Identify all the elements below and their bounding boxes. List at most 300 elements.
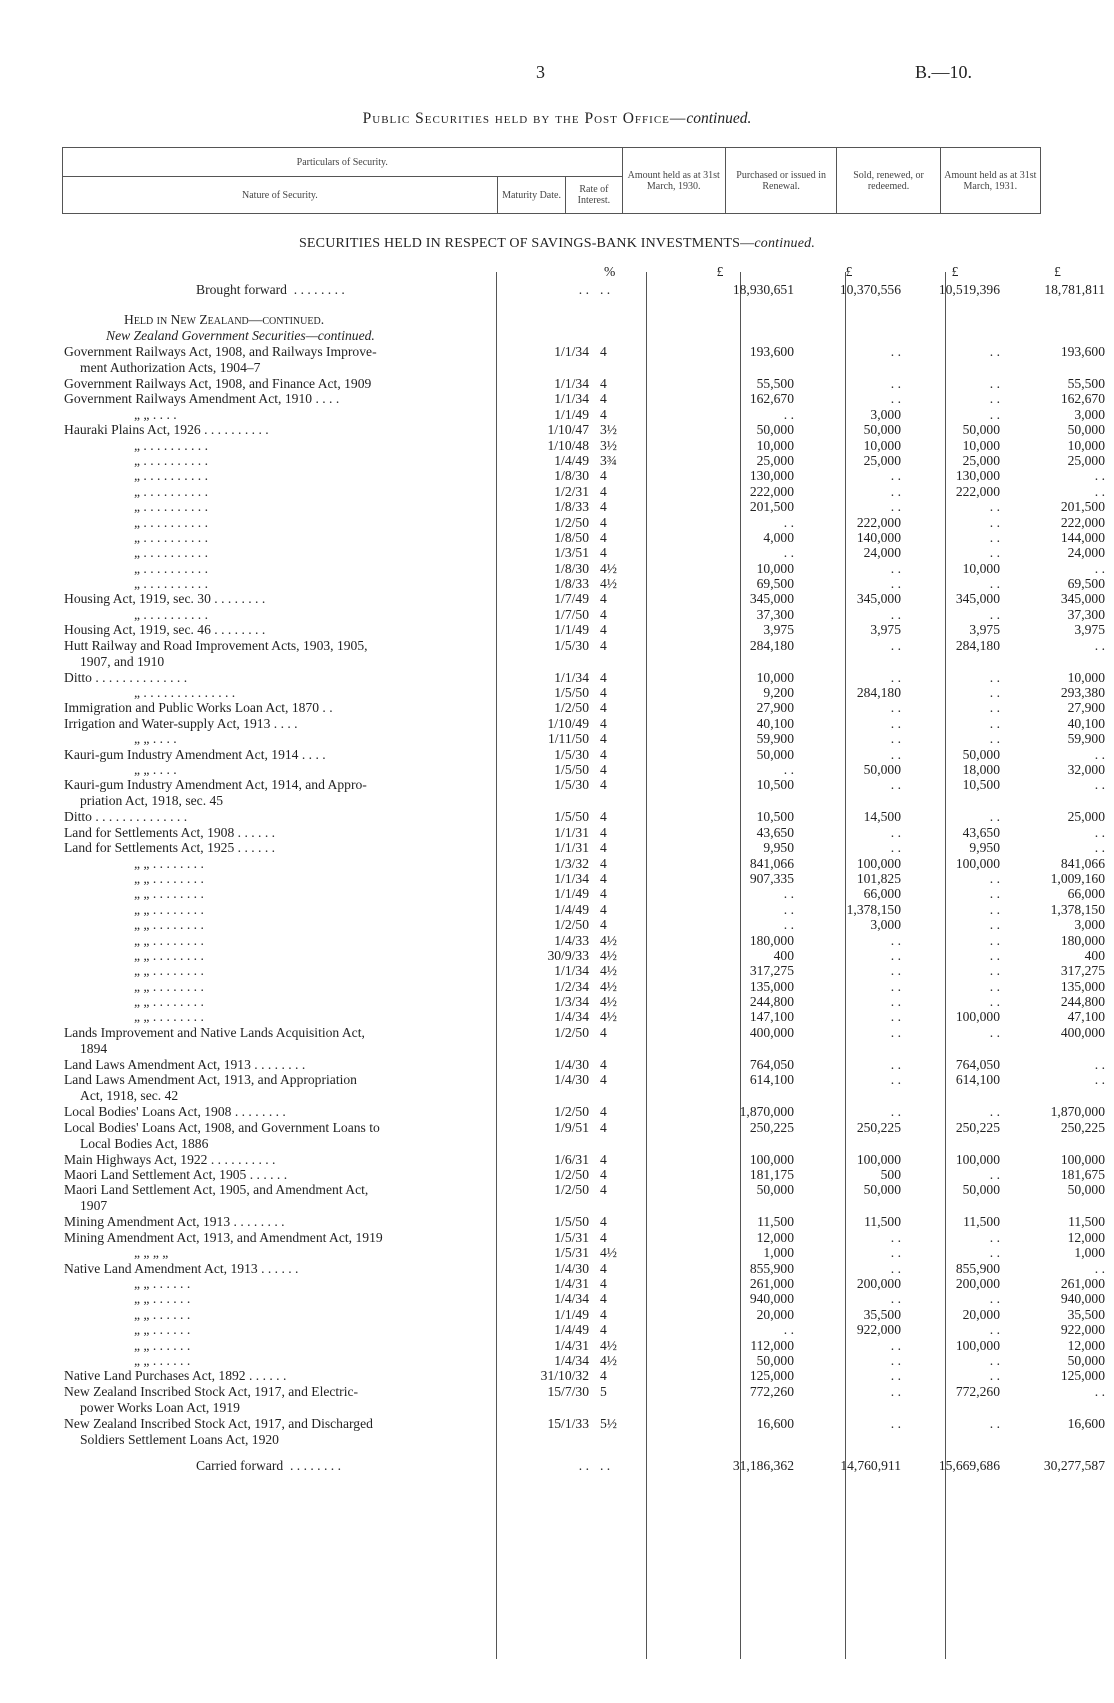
- interest-rate: 3¾: [600, 452, 617, 468]
- interest-rate: 4: [600, 1167, 607, 1183]
- maturity-date: 1/4/30: [554, 1072, 589, 1088]
- amount-held-1931: 1,009,160: [1050, 870, 1105, 886]
- interest-rate: 4: [600, 545, 607, 561]
- table-row: [64, 376, 1105, 391]
- maturity-date: 1/5/31: [554, 1245, 589, 1261]
- amount-held-1931: 345,000: [1060, 591, 1105, 607]
- table-row: [64, 1214, 1105, 1230]
- amount-purchased: . .: [890, 978, 901, 994]
- header-maturity: Maturity Date.: [497, 177, 566, 214]
- interest-rate: 4: [600, 1306, 607, 1322]
- amount-held-1930: 193,600: [749, 344, 794, 359]
- amount-held-1931: 25,000: [1067, 452, 1105, 468]
- security-nature: „ „ . . . . . .: [134, 1275, 191, 1291]
- amount-purchased: 50,000: [863, 422, 901, 438]
- maturity-date: 1/2/34: [554, 978, 589, 994]
- amount-sold: 200,000: [955, 1275, 1000, 1291]
- document-reference: B.—10.: [915, 62, 973, 82]
- amount-held-1930: 400: [773, 947, 794, 963]
- security-nature-continued: 1907: [80, 1198, 108, 1214]
- amount-purchased: . .: [890, 1056, 901, 1072]
- table-row: [64, 669, 1105, 685]
- table-row: [64, 1104, 1105, 1120]
- brought-forward-label: Brought forward: [196, 282, 287, 297]
- amount-held-1930: . .: [783, 901, 794, 917]
- carried-forward-label: Carried forward: [196, 1457, 284, 1473]
- maturity-date: 1/9/51: [554, 1119, 589, 1135]
- interest-rate: 4: [600, 700, 607, 716]
- interest-rate: 5½: [600, 1415, 617, 1431]
- amount-purchased: . .: [890, 1415, 901, 1431]
- amount-held-1930: 400,000: [749, 1024, 794, 1040]
- maturity-date: 1/4/30: [554, 1260, 589, 1276]
- amount-sold: 855,900: [955, 1260, 1000, 1276]
- interest-rate: 4: [600, 529, 607, 545]
- amount-sold: . .: [989, 731, 1000, 747]
- security-nature: „ „ „ „: [134, 1245, 169, 1261]
- amount-held-1930: 1,000: [763, 1245, 794, 1261]
- security-nature-continued: priation Act, 1918, sec. 45: [80, 793, 224, 809]
- maturity-date: 1/1/31: [554, 840, 589, 856]
- interest-rate: 3½: [600, 437, 617, 453]
- security-nature: „ . . . . . . . . . .: [134, 545, 209, 561]
- interest-rate: 4½: [600, 978, 617, 994]
- table-row: [64, 1352, 1105, 1368]
- amount-sold: 100,000: [955, 1337, 1000, 1353]
- amount-purchased: . .: [890, 824, 901, 840]
- amount-sold: 222,000: [955, 483, 1000, 499]
- table-row: [64, 1260, 1105, 1276]
- amount-held-1930: 317,275: [749, 963, 794, 979]
- interest-rate: 4: [600, 1024, 607, 1040]
- amount-purchased: . .: [890, 468, 901, 484]
- amount-held-1931: 293,380: [1060, 685, 1105, 701]
- interest-rate: 4: [600, 1182, 607, 1198]
- amount-purchased: 10,000: [863, 437, 901, 453]
- maturity-date: 30/9/33: [547, 947, 589, 963]
- amount-held-1931: 55,500: [1067, 376, 1105, 391]
- table-row: [64, 1245, 1105, 1261]
- amount-sold: 100,000: [955, 855, 1000, 871]
- table-row: [64, 685, 1105, 701]
- maturity-date: 1/2/50: [554, 1024, 589, 1040]
- security-nature: Hauraki Plains Act, 1926 . . . . . . . . . .: [64, 422, 269, 438]
- security-nature: „ . . . . . . . . . .: [134, 576, 209, 592]
- table-row: [64, 731, 1105, 747]
- amount-sold: . .: [989, 1322, 1000, 1338]
- amount-purchased: 35,500: [863, 1306, 901, 1322]
- amount-held-1931: 317,275: [1060, 963, 1105, 979]
- table-row: [64, 1229, 1105, 1245]
- amount-purchased: . .: [890, 994, 901, 1010]
- amount-held-1931: . .: [1094, 777, 1105, 793]
- security-nature: „ . . . . . . . . . .: [134, 529, 209, 545]
- maturity-date: 1/2/50: [554, 514, 589, 530]
- interest-rate: 4: [600, 406, 607, 422]
- amount-held-1930: 345,000: [749, 591, 794, 607]
- interest-rate: 4: [600, 1151, 607, 1167]
- amount-held-1931: 100,000: [1060, 1151, 1105, 1167]
- amount-purchased: 11,500: [864, 1214, 901, 1230]
- amount-sold: . .: [989, 901, 1000, 917]
- maturity-date: 1/2/31: [554, 483, 589, 499]
- interest-rate: 4: [600, 1368, 607, 1384]
- amount-sold: . .: [989, 715, 1000, 731]
- amount-purchased: 14,500: [863, 809, 901, 825]
- security-nature: Land Laws Amendment Act, 1913 . . . . . . . .: [64, 1056, 306, 1072]
- amount-held-1930: 55,500: [756, 376, 794, 391]
- amount-held-1930: 3,975: [763, 622, 794, 638]
- table-row: [64, 932, 1105, 948]
- maturity-date: 15/1/33: [547, 1415, 589, 1431]
- amount-held-1931: 222,000: [1060, 514, 1105, 530]
- amount-held-1930: 1,870,000: [739, 1104, 794, 1120]
- amount-held-1931: 3,000: [1074, 406, 1105, 422]
- amount-sold: . .: [989, 1229, 1000, 1245]
- securities-table: [64, 264, 1105, 1482]
- security-nature: „ „ . . . . . . . .: [134, 994, 204, 1010]
- amount-held-1931: 181,675: [1060, 1167, 1105, 1183]
- amount-held-1931: 400: [1084, 947, 1105, 963]
- page-number: 3: [536, 62, 545, 82]
- amount-sold: . .: [989, 947, 1000, 963]
- security-nature-continued: Act, 1918, sec. 42: [80, 1088, 179, 1104]
- maturity-date: 1/1/34: [554, 391, 589, 407]
- amount-held-1930: 10,000: [756, 437, 794, 453]
- amount-sold: . .: [989, 994, 1000, 1010]
- security-nature: Ditto . . . . . . . . . . . . . .: [64, 669, 188, 685]
- section-heading-cont: continued.: [754, 236, 816, 251]
- carried-forward-sold: 15,669,686: [938, 1457, 1000, 1473]
- unit-sold: £: [951, 264, 959, 279]
- security-nature: „ „ . . . . . .: [134, 1337, 191, 1353]
- table-row: [64, 978, 1105, 994]
- column-header-table: [62, 147, 1041, 214]
- amount-sold: 100,000: [955, 1151, 1000, 1167]
- table-row: [64, 1009, 1105, 1025]
- unit-held-1931: £: [1054, 264, 1061, 279]
- maturity-date: 1/3/51: [554, 545, 589, 561]
- amount-sold: . .: [989, 870, 1000, 886]
- amount-held-1930: 125,000: [749, 1368, 794, 1384]
- amount-sold: 9,950: [969, 840, 1000, 856]
- amount-sold: 614,100: [955, 1072, 1000, 1088]
- maturity-date: 1/1/31: [554, 824, 589, 840]
- maturity-date: 31/10/32: [540, 1368, 589, 1384]
- amount-held-1930: 20,000: [756, 1306, 794, 1322]
- table-row: [64, 777, 1105, 809]
- amount-sold: 3,975: [969, 622, 1000, 638]
- amount-held-1930: 222,000: [749, 483, 794, 499]
- maturity-date: 1/6/31: [554, 1151, 589, 1167]
- amount-held-1931: 922,000: [1060, 1322, 1105, 1338]
- security-nature: Mining Amendment Act, 1913 . . . . . . . .: [64, 1214, 285, 1230]
- maturity-date: 1/1/49: [554, 886, 589, 902]
- maturity-date: 1/8/33: [554, 576, 589, 592]
- amount-sold: . .: [989, 1415, 1000, 1431]
- amount-held-1930: 12,000: [756, 1229, 794, 1245]
- amount-held-1930: 50,000: [756, 422, 794, 438]
- table-row: [64, 886, 1105, 902]
- interest-rate: 4: [600, 855, 607, 871]
- amount-held-1931: . .: [1094, 1383, 1105, 1399]
- security-nature: „ . . . . . . . . . .: [134, 468, 209, 484]
- interest-rate: 4: [600, 344, 607, 359]
- amount-purchased: 250,225: [856, 1119, 901, 1135]
- amount-held-1930: 9,950: [763, 840, 794, 856]
- amount-sold: . .: [989, 685, 1000, 701]
- maturity-date: 1/4/34: [554, 1291, 589, 1307]
- interest-rate: 4: [600, 376, 607, 391]
- interest-rate: 4: [600, 840, 607, 856]
- table-row: [64, 391, 1105, 407]
- amount-held-1930: 772,260: [749, 1383, 794, 1399]
- security-nature: Government Railways Amendment Act, 1910 . . . .: [64, 391, 340, 407]
- interest-rate: 4: [600, 622, 607, 638]
- carried-forward-purchased: 14,760,911: [840, 1457, 901, 1473]
- amount-purchased: . .: [890, 1024, 901, 1040]
- amount-held-1930: 10,000: [756, 669, 794, 685]
- table-row: [64, 344, 1105, 376]
- security-nature: „ „ . . . . . . . .: [134, 947, 204, 963]
- interest-rate: 4: [600, 1104, 607, 1120]
- interest-rate: 4½: [600, 1337, 617, 1353]
- table-row: [64, 499, 1105, 515]
- subheading-nz-govt: New Zealand Government Securities—continued.: [106, 328, 375, 343]
- units-row: [64, 264, 1061, 282]
- amount-sold: . .: [989, 917, 1000, 933]
- amount-purchased: 3,975: [870, 622, 901, 638]
- brought-forward-row: [64, 282, 1105, 312]
- security-nature: Housing Act, 1919, sec. 30 . . . . . . . .: [64, 591, 266, 607]
- amount-purchased: . .: [890, 1229, 901, 1245]
- amount-held-1931: 135,000: [1060, 978, 1105, 994]
- amount-purchased: . .: [890, 1291, 901, 1307]
- maturity-date: 1/8/30: [554, 468, 589, 484]
- security-nature: „ „ . . . .: [134, 406, 177, 422]
- amount-sold: 772,260: [955, 1383, 1000, 1399]
- amount-purchased: . .: [890, 637, 901, 653]
- table-row: [64, 1167, 1105, 1183]
- interest-rate: 4½: [600, 1352, 617, 1368]
- header-nature: Nature of Security.: [63, 177, 498, 214]
- security-nature: New Zealand Inscribed Stock Act, 1917, and Electric-: [64, 1383, 359, 1399]
- table-row: [64, 855, 1105, 871]
- table-row: [64, 840, 1105, 856]
- amount-purchased: . .: [890, 777, 901, 793]
- brought-forward-rate: . .: [600, 282, 611, 297]
- table-row: [64, 1337, 1105, 1353]
- security-nature: „ „ . . . . . . . .: [134, 886, 204, 902]
- section-heading-main: SECURITIES HELD IN RESPECT OF SAVINGS-BANK INVESTMENTS—: [298, 236, 755, 251]
- maturity-date: 1/7/50: [554, 606, 589, 622]
- amount-sold: 10,000: [962, 560, 1000, 576]
- amount-purchased: . .: [890, 344, 901, 359]
- amount-held-1930: 50,000: [756, 746, 794, 762]
- security-nature: „ „ . . . . . . . .: [134, 855, 204, 871]
- table-row: [64, 1291, 1105, 1307]
- amount-sold: 20,000: [962, 1306, 1000, 1322]
- amount-held-1931: . .: [1094, 824, 1105, 840]
- brought-forward-purchased: 10,370,556: [839, 282, 901, 297]
- amount-purchased: . .: [890, 963, 901, 979]
- amount-sold: 764,050: [955, 1056, 1000, 1072]
- amount-held-1930: . .: [783, 917, 794, 933]
- amount-held-1931: 16,600: [1067, 1415, 1105, 1431]
- amount-held-1930: 16,600: [756, 1415, 794, 1431]
- unit-held-1930: £: [716, 264, 724, 279]
- maturity-date: 1/4/30: [554, 1056, 589, 1072]
- security-nature: Native Land Purchases Act, 1892 . . . . . .: [64, 1368, 287, 1384]
- table-row: [64, 1056, 1105, 1072]
- interest-rate: 4: [600, 917, 607, 933]
- interest-rate: 4: [600, 1322, 607, 1338]
- table-row: [64, 514, 1105, 530]
- amount-purchased: . .: [890, 606, 901, 622]
- header-held-1930: Amount held as at 31st March, 1930.: [622, 148, 725, 214]
- table-row: [64, 963, 1105, 979]
- interest-rate: 4: [600, 1214, 607, 1230]
- amount-held-1930: . .: [783, 761, 794, 777]
- amount-held-1930: 4,000: [763, 529, 794, 545]
- maturity-date: 1/10/48: [547, 437, 589, 453]
- amount-purchased: . .: [890, 391, 901, 407]
- amount-sold: 25,000: [962, 452, 1000, 468]
- brought-forward-dots: . . . . . . . .: [293, 282, 345, 297]
- amount-sold: . .: [989, 809, 1000, 825]
- maturity-date: 1/1/34: [554, 963, 589, 979]
- amount-sold: . .: [989, 1291, 1000, 1307]
- amount-held-1931: 50,000: [1067, 1352, 1105, 1368]
- table-row: [64, 901, 1105, 917]
- maturity-date: 1/4/31: [554, 1275, 589, 1291]
- maturity-date: 1/8/33: [554, 499, 589, 515]
- amount-sold: . .: [989, 1104, 1000, 1120]
- table-row: [64, 1415, 1105, 1448]
- interest-rate: 4: [600, 886, 607, 902]
- security-nature: Lands Improvement and Native Lands Acquisition Act,: [64, 1024, 365, 1040]
- amount-sold: 50,000: [962, 1182, 1000, 1198]
- amount-sold: . .: [989, 1368, 1000, 1384]
- table-row: [64, 1072, 1105, 1104]
- amount-held-1931: 11,500: [1068, 1214, 1105, 1230]
- amount-held-1931: 59,900: [1067, 731, 1105, 747]
- security-rows: [64, 344, 1105, 1448]
- amount-purchased: . .: [890, 1368, 901, 1384]
- amount-held-1930: 201,500: [749, 499, 794, 515]
- security-nature: Land for Settlements Act, 1908 . . . . . .: [64, 824, 276, 840]
- table-row: [64, 622, 1105, 638]
- interest-rate: 4: [600, 1260, 607, 1276]
- table-row: [64, 606, 1105, 622]
- table-row: [64, 406, 1105, 422]
- table-row: [64, 870, 1105, 886]
- security-nature: „ . . . . . . . . . .: [134, 483, 209, 499]
- amount-held-1930: 25,000: [756, 452, 794, 468]
- amount-held-1931: 37,300: [1067, 606, 1105, 622]
- amount-held-1931: . .: [1094, 840, 1105, 856]
- carried-forward-row: [64, 1457, 1105, 1482]
- security-nature: „ . . . . . . . . . .: [134, 437, 209, 453]
- security-nature: „ . . . . . . . . . .: [134, 514, 209, 530]
- amount-sold: . .: [989, 499, 1000, 515]
- security-nature-continued: Local Bodies Act, 1886: [80, 1135, 209, 1151]
- maturity-date: 1/2/50: [554, 1104, 589, 1120]
- interest-rate: 4: [600, 685, 607, 701]
- amount-held-1930: 181,175: [749, 1167, 794, 1183]
- amount-purchased: . .: [890, 840, 901, 856]
- header-held-1931: Amount held as at 31st March, 1931.: [940, 148, 1040, 214]
- carried-forward-maturity: . .: [578, 1457, 589, 1473]
- security-nature: „ „ . . . . . .: [134, 1306, 191, 1322]
- amount-held-1930: 100,000: [749, 1151, 794, 1167]
- amount-held-1931: 3,000: [1074, 917, 1105, 933]
- amount-sold: . .: [989, 932, 1000, 948]
- amount-held-1930: 27,900: [756, 700, 794, 716]
- amount-purchased: . .: [890, 1009, 901, 1025]
- security-nature: „ „ . . . . . . . .: [134, 901, 204, 917]
- maturity-date: 1/4/49: [554, 1322, 589, 1338]
- interest-rate: 4½: [600, 994, 617, 1010]
- security-nature: Native Land Amendment Act, 1913 . . . . . .: [64, 1260, 299, 1276]
- amount-held-1930: . .: [783, 1322, 794, 1338]
- maturity-date: 1/8/30: [554, 560, 589, 576]
- amount-sold: . .: [989, 1352, 1000, 1368]
- brought-forward-held-1931: 18,781,811: [1044, 282, 1105, 297]
- maturity-date: 1/5/50: [554, 809, 589, 825]
- amount-sold: 18,000: [962, 761, 1000, 777]
- amount-held-1931: . .: [1094, 1260, 1105, 1276]
- table-row: [64, 761, 1105, 777]
- security-nature: „ . . . . . . . . . . . . . .: [134, 685, 236, 701]
- maturity-date: 1/4/34: [554, 1009, 589, 1025]
- security-nature: „ „ . . . . . . . .: [134, 870, 204, 886]
- amount-held-1931: 841,066: [1060, 855, 1105, 871]
- interest-rate: 4: [600, 468, 607, 484]
- table-row: [64, 591, 1105, 607]
- interest-rate: 4: [600, 777, 607, 793]
- amount-held-1930: 841,066: [749, 855, 794, 871]
- table-row: [64, 637, 1105, 670]
- amount-purchased: 50,000: [863, 1182, 901, 1198]
- maturity-date: 1/1/34: [554, 870, 589, 886]
- table-row: [64, 809, 1105, 825]
- table-row: [64, 452, 1105, 468]
- section-heading: [0, 236, 1114, 252]
- amount-sold: . .: [989, 529, 1000, 545]
- security-nature: „ „ . . . .: [134, 731, 177, 747]
- table-row: [64, 700, 1105, 716]
- amount-held-1931: 125,000: [1060, 1368, 1105, 1384]
- amount-held-1931: 47,100: [1067, 1009, 1105, 1025]
- security-nature: „ „ . . . . . .: [134, 1291, 191, 1307]
- amount-held-1931: 50,000: [1067, 1182, 1105, 1198]
- amount-purchased: . .: [890, 746, 901, 762]
- maturity-date: 1/5/50: [554, 685, 589, 701]
- interest-rate: 4: [600, 499, 607, 515]
- security-nature: „ „ . . . . . . . .: [134, 932, 204, 948]
- amount-purchased: . .: [890, 376, 901, 391]
- table-row: [64, 994, 1105, 1010]
- amount-held-1930: 10,000: [756, 560, 794, 576]
- amount-sold: 10,500: [962, 777, 1000, 793]
- amount-purchased: . .: [890, 1072, 901, 1088]
- interest-rate: 4: [600, 1275, 607, 1291]
- maturity-date: 1/1/49: [554, 406, 589, 422]
- interest-rate: 4: [600, 715, 607, 731]
- page-title-main: Public Securities held by the Post Office—: [362, 110, 687, 127]
- amount-sold: 345,000: [955, 591, 1000, 607]
